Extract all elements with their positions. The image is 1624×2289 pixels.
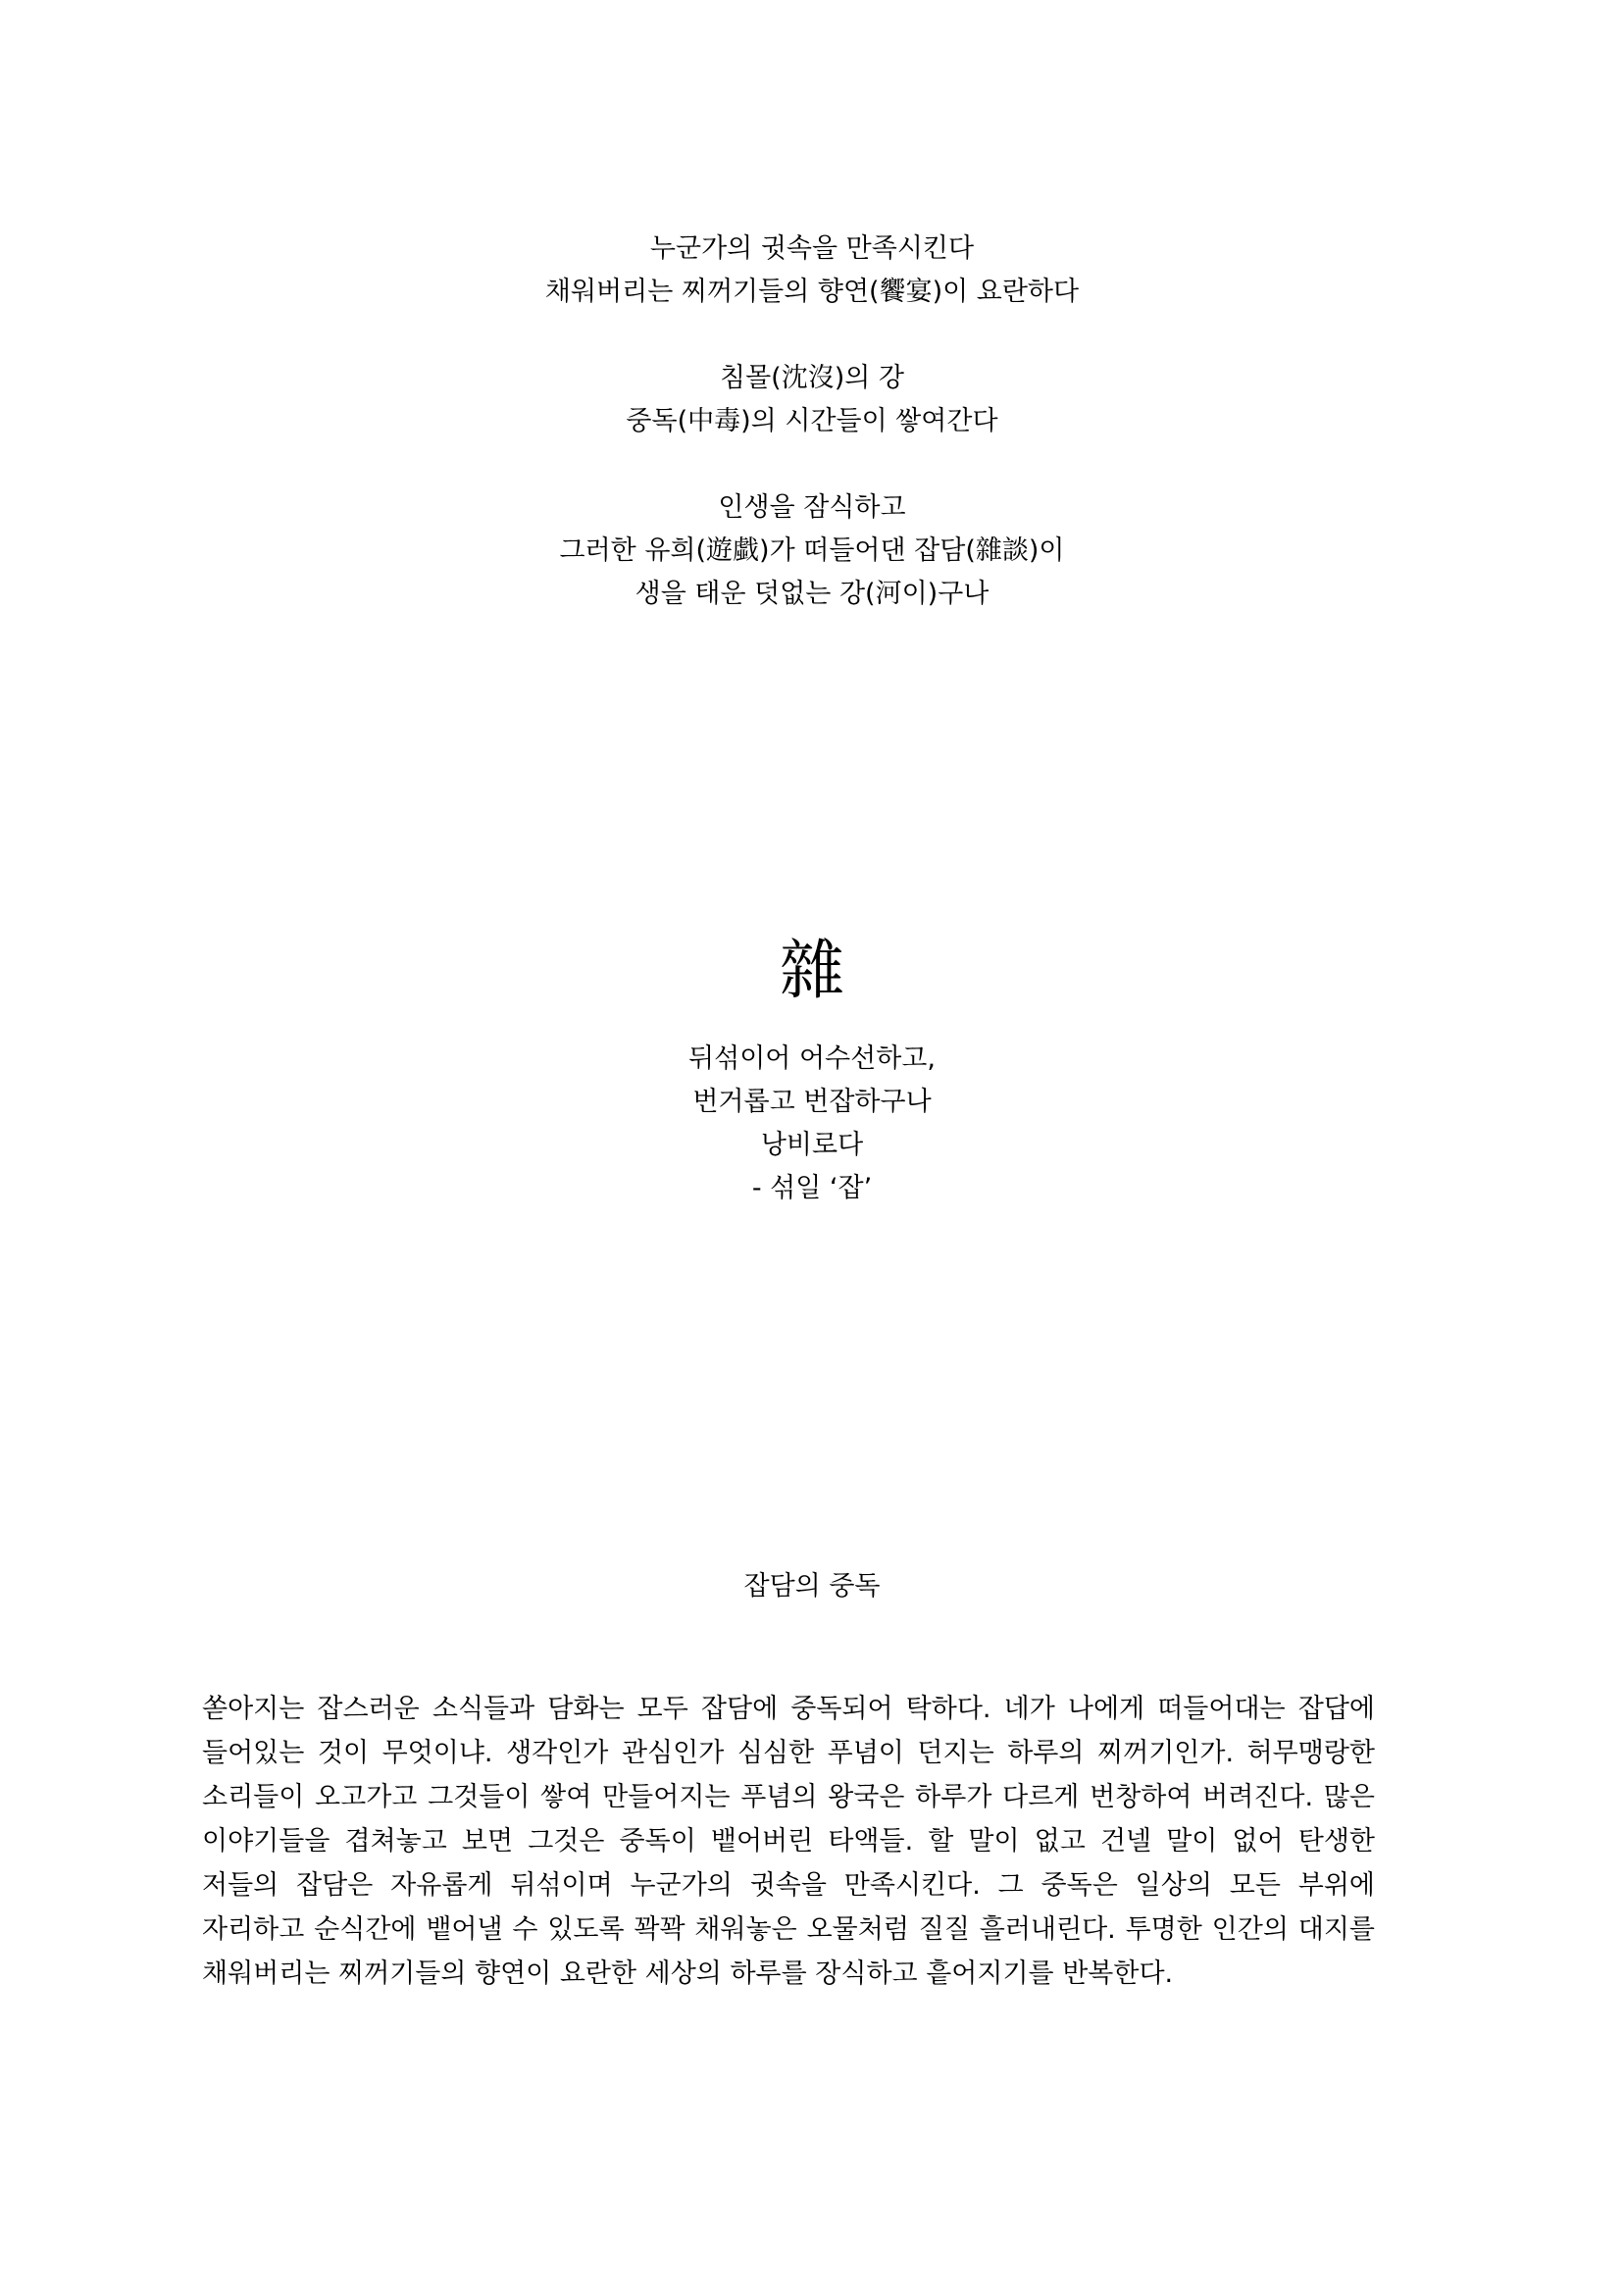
essay-paragraph: 쏟아지는 잡스러운 소식들과 담화는 모두 잡담에 중독되어 탁하다. 네가 나에게 떠들어대는 잡답에 들어있는 것이 무엇이냐. 생각인가 관심인가 심심한 푸념이 던지는 하루의 찌꺼기인가. 허무맹랑한 소리들이 오고가고 그것들이 쌓여 만들어지는 푸념의 왕국은 하루가 다르게 번창하여 버려진다. 많은 이야기들을 겹쳐놓고 보면 그것은 중독이 뱉어버린 타액들. 할 말이 없고 건넬 말이 없어 탄생한 저들의 잡담은 자유롭게 뒤섞이며 누군가의 귓속을 만족시킨다. 그 중독은 일상의 모든 부위에 자리하고 순식간에 뱉어낼 수 있도록 꽉꽉 채워놓은 오물처럼 질질 흘러내린다. 투명한 인간의 대지를 채워버리는 찌꺼기들의 향연이 요란한 세상의 하루를 장식하고 흩어지기를 반복한다. [202, 1694, 1375, 1989]
poem-block [0, 228, 1624, 616]
poem-line: 생을 태운 덧없는 강(河이)구나 [634, 579, 990, 609]
definition-line: - 섞일 ‘잡’ [751, 1173, 873, 1203]
definition-line: 낭비로다 [760, 1130, 864, 1160]
poem-line: 그러한 유희(遊戱)가 떠들어댄 잡담(雜談)이 [559, 535, 1065, 566]
definition-line: 뒤섞이어 어수선하고, [688, 1043, 936, 1074]
poem-line: 인생을 잠식하고 [718, 492, 906, 523]
poem-line: 채워버리는 찌꺼기들의 향연(饗宴)이 요란하다 [544, 277, 1080, 307]
essay-title: 잡담의 중독 [743, 1571, 881, 1602]
character-definition [0, 1038, 1624, 1210]
poem-line: 누군가의 귓속을 만족시킨다 [649, 233, 975, 264]
poem-line: 침몰(沈沒)의 강 [720, 363, 904, 393]
definition-line: 번거롭고 번잡하구나 [692, 1087, 932, 1117]
hanja-character: 雜 [780, 933, 844, 1008]
stanza-gap [0, 443, 1624, 486]
stanza-gap [0, 314, 1624, 357]
poem-line: 중독(中毒)의 시간들이 쌓여간다 [626, 406, 998, 436]
